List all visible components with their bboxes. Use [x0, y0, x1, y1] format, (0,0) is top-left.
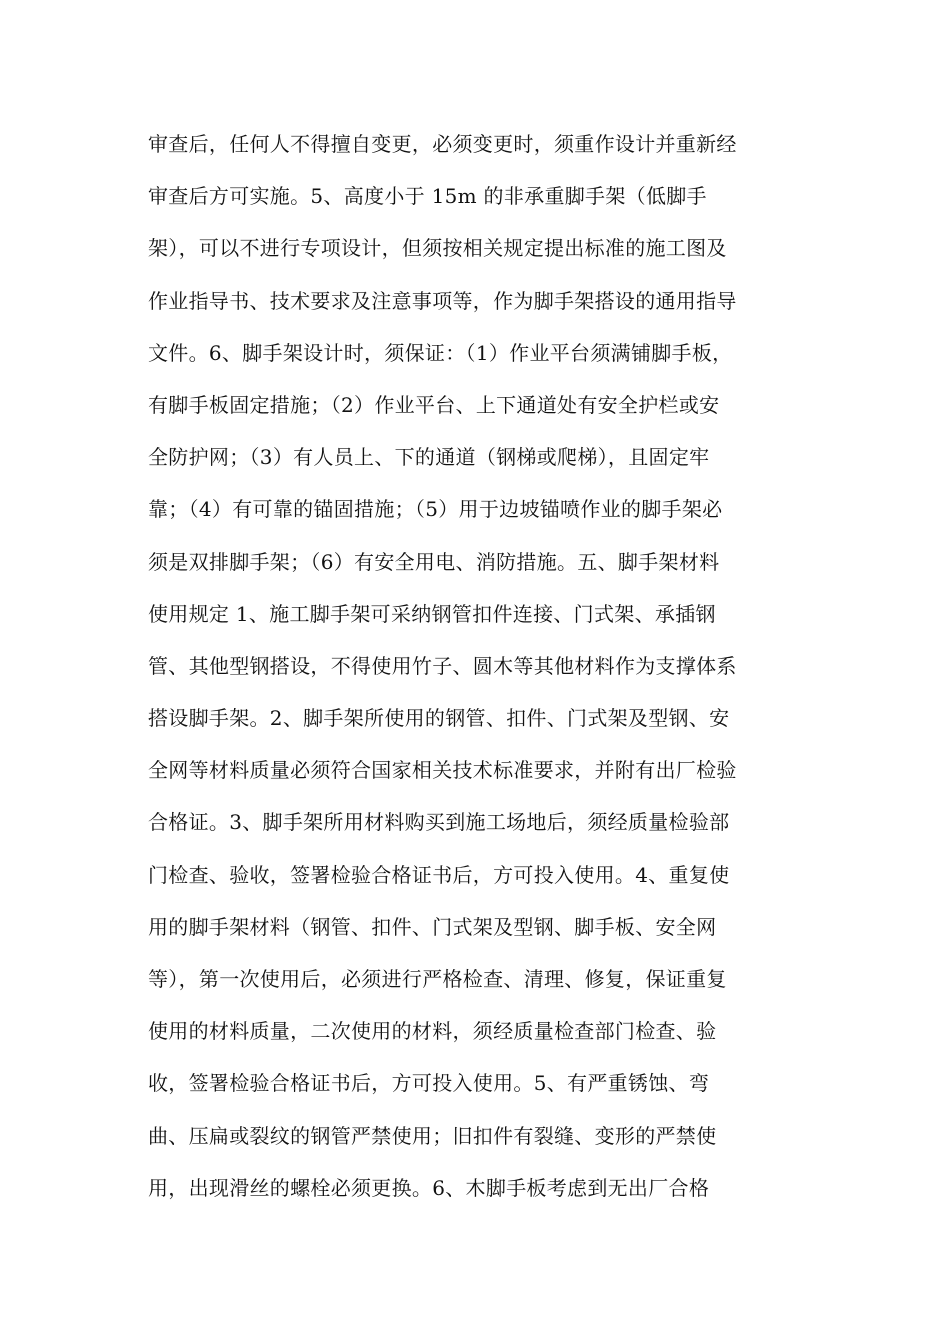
text-line: 用，出现滑丝的螺栓必须更换。6、木脚手板考虑到无出厂合格: [148, 1175, 710, 1200]
text-line: 等），第一次使用后，必须进行严格检查、清理、修复，保证重复: [148, 967, 727, 991]
text-line: 收，签署检验合格证书后，方可投入使用。5、有严重锈蚀、弯: [148, 1071, 710, 1096]
text-line: 合格证。3、脚手架所用材料购买到施工场地后，须经质量检验部: [148, 810, 730, 835]
text-line: 审查后方可实施。5、高度小于 15m 的非承重脚手架（低脚手: [148, 184, 707, 209]
text-line: 作业指导书、技术要求及注意事项等，作为脚手架搭设的通用指导: [148, 288, 737, 313]
text-line: 全网等材料质量必须符合国家相关技术标准要求，并附有出厂检验: [148, 758, 737, 783]
text-line: 门检查、验收，签署检验合格证书后，方可投入使用。4、重复使: [148, 862, 730, 887]
body-text: [148, 118, 808, 1214]
text-line: 审查后，任何人不得擅自变更，必须变更时，须重作设计并重新经: [148, 132, 737, 156]
text-line: 管、其他型钢搭设，不得使用竹子、圆木等其他材料作为支撑体系: [148, 653, 737, 678]
text-line: 架），可以不进行专项设计，但须按相关规定提出标准的施工图及: [148, 236, 727, 261]
text-line: 全防护网；（3）有人员上、下的通道（钢梯或爬梯），且固定牢: [148, 445, 710, 470]
text-line: 须是双排脚手架；（6）有安全用电、消防措施。五、脚手架材料: [148, 549, 720, 574]
text-line: 用的脚手架材料（钢管、扣件、门式架及型钢、脚手板、安全网: [148, 914, 717, 939]
text-line: 文件。6、脚手架设计时，须保证：（1）作业平台须满铺脚手板，: [148, 340, 733, 365]
text-line: 曲、压扁或裂纹的钢管严禁使用；旧扣件有裂缝、变形的严禁使: [148, 1123, 717, 1148]
text-line: 靠；（4）有可靠的锚固措施；（5）用于边坡锚喷作业的脚手架必: [148, 497, 723, 522]
text-line: 有脚手板固定措施；（2）作业平台、上下通道处有安全护栏或安: [148, 392, 720, 417]
text-line: 使用的材料质量，二次使用的材料，须经质量检查部门检查、验: [148, 1019, 717, 1044]
text-line: 搭设脚手架。2、脚手架所使用的钢管、扣件、门式架及型钢、安: [148, 706, 730, 731]
text-line: 使用规定 1、施工脚手架可采纳钢管扣件连接、门式架、承插钢: [148, 601, 716, 626]
